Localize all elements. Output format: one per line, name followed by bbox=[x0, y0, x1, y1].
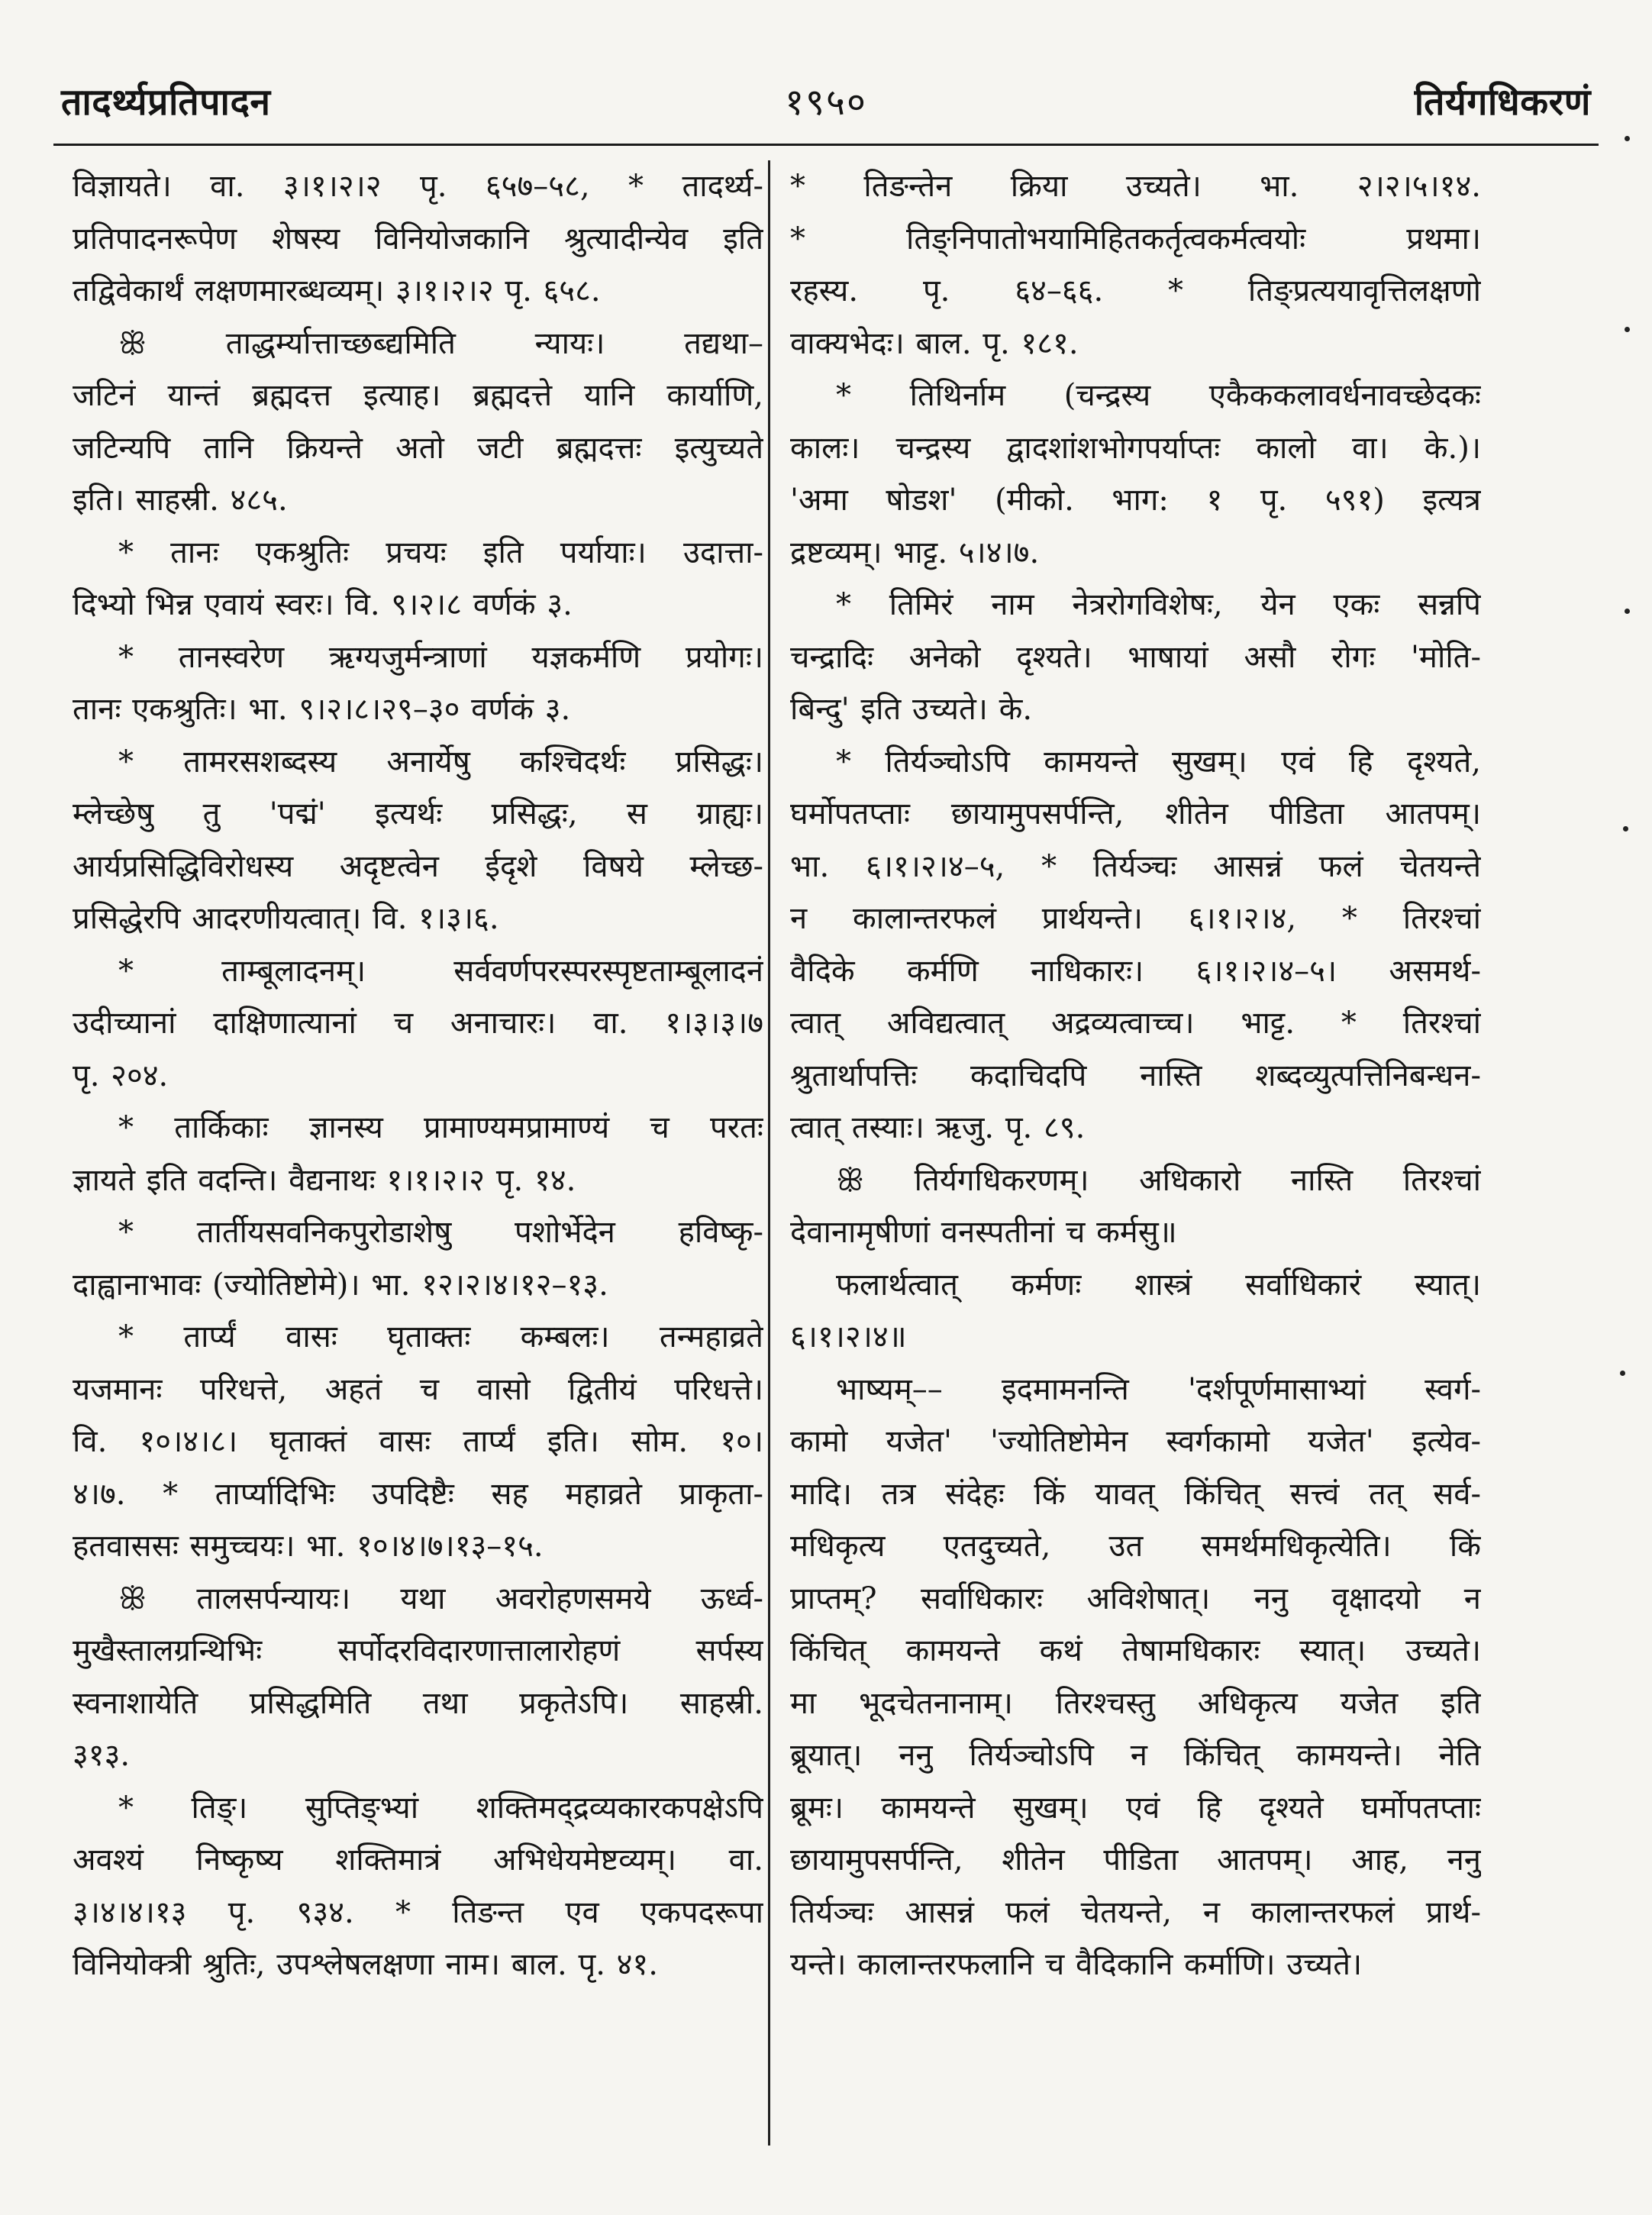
text-line: ब्रूयात्। ननु तिर्यञ्चोऽपि न किंचित् कामयन्ते। नेति bbox=[790, 1738, 1481, 1773]
text-line: तद्विवेकार्थं लक्षणमारब्धव्यम्। ३।१।२।२ पृ. ६५८. bbox=[73, 273, 601, 308]
text-line: तिर्यञ्चः आसन्नं फलं चेतयन्ते, न कालान्तरफलं प्रार्थ- bbox=[790, 1894, 1481, 1930]
text-line: देवानामृषीणां वनस्पतीनां च कर्मसु॥ bbox=[790, 1215, 1177, 1250]
text-line: दिभ्यो भिन्न एवायं स्वरः। वि. ९।२।८ वर्णकं ३. bbox=[73, 587, 573, 622]
text-line: ꕥ तालसर्पन्यायः। यथा अवरोहणसमये ऊर्ध्व- bbox=[118, 1581, 763, 1616]
text-line: कालः। चन्द्रस्य द्वादशांशभोगपर्याप्तः कालो वा। के.)। bbox=[790, 430, 1481, 466]
text-line: वैदिके कर्मणि नाधिकारः। ६।१।२।४–५। असमर्थ- bbox=[790, 953, 1481, 989]
text-line: मा भूदचेतनानाम्। तिरश्चस्तु अधिकृत्य यजेत इति bbox=[790, 1685, 1481, 1721]
text-line: ꕥ ताद्धर्म्यात्ताच्छब्द्यमिति न्यायः। तद्यथा– bbox=[118, 325, 763, 361]
text-line: पृ. २०४. bbox=[73, 1057, 169, 1093]
text-line: तानः एकश्रुतिः। भा. ९।२।८।२९–३० वर्णकं ३. bbox=[73, 692, 571, 727]
text-line: ६।१।२।४॥ bbox=[790, 1319, 907, 1355]
column-divider bbox=[768, 160, 770, 2146]
text-line: आर्यप्रसिद्धिविरोधस्य अदृष्टत्वेन ईदृशे विषये म्लेच्छ- bbox=[73, 848, 763, 884]
text-line: ३।४।४।१३ पृ. ९३४. * तिङन्त एव एकपदरूपा bbox=[73, 1894, 763, 1930]
text-line: ꕥ तिर्यगधिकरणम्। अधिकारो नास्ति तिरश्चां bbox=[836, 1162, 1481, 1198]
text-line: मादि। तत्र संदेहः किं यावत् किंचित् सत्त्वं तत् सर्व- bbox=[790, 1476, 1481, 1512]
text-line: * तामरसशब्दस्य अनार्येषु कश्चिदर्थः प्रसिद्धः। bbox=[118, 744, 763, 780]
header-rule bbox=[53, 144, 1599, 146]
text-line: वाक्यभेदः। बाल. पृ. १८१. bbox=[790, 325, 1079, 361]
text-line: * तार्किकाः ज्ञानस्य प्रामाण्यमप्रामाण्यं च परतः bbox=[118, 1110, 763, 1145]
text-line: यन्ते। कालान्तरफलानि च वैदिकानि कर्माणि। उच्यते। bbox=[790, 1947, 1363, 1982]
page-header bbox=[61, 67, 1591, 136]
text-line: न कालान्तरफलं प्रार्थयन्ते। ६।१।२।४, * तिरश्चां bbox=[790, 901, 1481, 936]
text-line: अवश्यं निष्कृष्य शक्तिमात्रं अभिधेयमेष्टव्यम्। वा. bbox=[73, 1842, 763, 1878]
text-line: * तिङ्। सुप्तिङ्भ्यां शक्तिमद्द्रव्यकारकपक्षेऽपि bbox=[118, 1790, 763, 1826]
text-line: मुखैस्तालग्रन्थिभिः सर्पोदरविदारणात्तालारोहणं सर्पस्य bbox=[73, 1633, 763, 1668]
text-line: किंचित् कामयन्ते कथं तेषामधिकारः स्यात्। उच्यते। bbox=[790, 1633, 1481, 1668]
text-line: * तानस्वरेण ऋग्यजुर्मन्त्राणां यज्ञकर्मणि प्रयोगः। bbox=[118, 639, 763, 675]
text-line: * तिथिर्नाम (चन्द्रस्य एकैककलावर्धनावच्छेदकः bbox=[836, 378, 1481, 413]
margin-speck bbox=[1625, 136, 1630, 141]
margin-speck bbox=[1625, 327, 1630, 332]
header-left-keyword: तादर्थ्यप्रतिपादन bbox=[61, 81, 271, 124]
text-line: * तिमिरं नाम नेत्ररोगविशेषः, येन एकः सन्नपि bbox=[836, 587, 1481, 622]
text-line: * तिङन्तेन क्रिया उच्यते। भा. २।२।५।१४. bbox=[790, 169, 1481, 204]
text-line: यजमानः परिधत्ते, अहतं च वासो द्वितीयं परिधत्ते। bbox=[73, 1371, 763, 1407]
text-line: रहस्य. पृ. ६४–६६. * तिङ्प्रत्ययावृत्तिलक्षणो bbox=[790, 273, 1481, 308]
text-line: ४।७. * तार्प्यादिभिः उपदिष्टैः सह महाव्रते प्राकृता- bbox=[73, 1476, 763, 1512]
text-line: छायामुपसर्पन्ति, शीतेन पीडिता आतपम्। आह, ननु bbox=[790, 1842, 1481, 1878]
text-line: ३१३. bbox=[73, 1738, 131, 1773]
text-line: जटिनं यान्तं ब्रह्मदत्त इत्याह। ब्रह्मदत्ते यानि कार्याणि, bbox=[73, 378, 763, 413]
text-line: फलार्थत्वात् कर्मणः शास्त्रं सर्वाधिकारं स्यात्। bbox=[836, 1267, 1481, 1303]
text-line: विनियोक्त्री श्रुतिः, उपश्लेषलक्षणा नाम। बाल. पृ. ४१. bbox=[73, 1947, 658, 1982]
text-line: त्वात् अविद्यत्वात् अद्रव्यत्वाच्च। भाट्ट. * तिरश्चां bbox=[790, 1006, 1481, 1041]
text-line: प्रसिद्धेरपि आदरणीयत्वात्। वि. १।३।६. bbox=[73, 901, 499, 936]
page-number: १९५० bbox=[785, 81, 867, 124]
text-line: उदीच्यानां दाक्षिणात्यानां च अनाचारः। वा. १।३।३।७ bbox=[73, 1006, 763, 1041]
text-line: * तार्प्यं वासः घृताक्तः कम्बलः। तन्महाव्रते bbox=[118, 1319, 763, 1355]
margin-speck bbox=[1623, 826, 1628, 831]
text-line: प्राप्तम्? सर्वाधिकारः अविशेषात्। ननु वृक्षादयो न bbox=[790, 1581, 1481, 1616]
text-line: इति। साहस्री. ४८५. bbox=[73, 483, 288, 518]
text-line: मधिकृत्य एतदुच्यते, उत समर्थमधिकृत्येति। किं bbox=[790, 1529, 1481, 1564]
text-line: * ताम्बूलादनम्। सर्ववर्णपरस्परस्पृष्टताम्बूलादनं bbox=[118, 953, 763, 989]
text-line: हतवाससः समुच्चयः। भा. १०।४।७।१३–१५. bbox=[73, 1529, 544, 1564]
text-line: भाष्यम्–– इदमामनन्ति 'दर्शपूर्णमासाभ्यां स्वर्ग- bbox=[836, 1371, 1481, 1407]
text-line: स्वनाशायेति प्रसिद्धमिति तथा प्रकृतेऽपि। साहस्री. bbox=[73, 1685, 763, 1721]
text-line: त्वात् तस्याः। ऋजु. पृ. ८९. bbox=[790, 1110, 1086, 1145]
text-line: दाह्वानाभावः (ज्योतिष्टोमे)। भा. १२।२।४।१२–१३. bbox=[73, 1267, 608, 1303]
text-line: घर्मोपतप्ताः छायामुपसर्पन्ति, शीतेन पीडिता आतपम्। bbox=[790, 796, 1481, 831]
margin-speck bbox=[1625, 609, 1630, 614]
text-line: श्रुतार्थापत्तिः कदाचिदपि नास्ति शब्दव्युत्पत्तिनिबन्धन- bbox=[790, 1057, 1481, 1093]
left-column bbox=[73, 160, 763, 2146]
text-line: * तिङ्निपातोभयामिहितकर्तृत्वकर्मत्वयोः प्रथमा। bbox=[790, 221, 1481, 257]
text-line: चन्द्रादिः अनेको दृश्यते। भाषायां असौ रोगः 'मोति- bbox=[790, 639, 1481, 675]
text-line: द्रष्टव्यम्। भाट्ट. ५।४।७. bbox=[790, 534, 1040, 570]
text-line: * तानः एकश्रुतिः प्रचयः इति पर्यायाः। उदात्ता- bbox=[118, 534, 763, 570]
text-line: विज्ञायते। वा. ३।१।२।२ पृ. ६५७–५८, * तादर्थ्य- bbox=[73, 169, 763, 204]
text-line: * तिर्यञ्चोऽपि कामयन्ते सुखम्। एवं हि दृश्यते, bbox=[836, 744, 1481, 780]
text-line: ब्रूमः। कामयन्ते सुखम्। एवं हि दृश्यते घर्मोपतप्ताः bbox=[790, 1790, 1481, 1826]
text-line: प्रतिपादनरूपेण शेषस्य विनियोजकानि श्रुत्यादीन्येव इति bbox=[73, 221, 763, 257]
text-line: बिन्दु' इति उच्यते। के. bbox=[790, 692, 1033, 727]
text-line: वि. १०।४।८। घृताक्तं वासः तार्प्यं इति। सोम. १०। bbox=[73, 1424, 763, 1459]
text-line: भा. ६।१।२।४–५, * तिर्यञ्चः आसन्नं फलं चेतयन्ते bbox=[790, 848, 1481, 884]
header-right-keyword: तिर्यगधिकरणं bbox=[1414, 81, 1591, 124]
text-line: जटिन्यपि तानि क्रियन्ते अतो जटी ब्रह्मदत्तः इत्युच्यते bbox=[73, 430, 763, 466]
text-line: कामो यजेत' 'ज्योतिष्टोमेन स्वर्गकामो यजेत' इत्येव- bbox=[790, 1424, 1481, 1459]
text-line: ज्ञायते इति वदन्ति। वैद्यनाथः १।१।२।२ पृ. १४. bbox=[73, 1162, 576, 1198]
text-line: 'अमा षोडश' (मीको. भाग: १ पृ. ५९१) इत्यत्र bbox=[790, 483, 1481, 518]
text-line: म्लेच्छेषु तु 'पद्मं' इत्यर्थः प्रसिद्धः, स ग्राह्यः। bbox=[73, 796, 763, 831]
margin-speck bbox=[1620, 1371, 1625, 1376]
right-column bbox=[790, 160, 1481, 2146]
text-line: * तार्तीयसवनिकपुरोडाशेषु पशोर्भेदेन हविष्कृ- bbox=[118, 1215, 763, 1250]
